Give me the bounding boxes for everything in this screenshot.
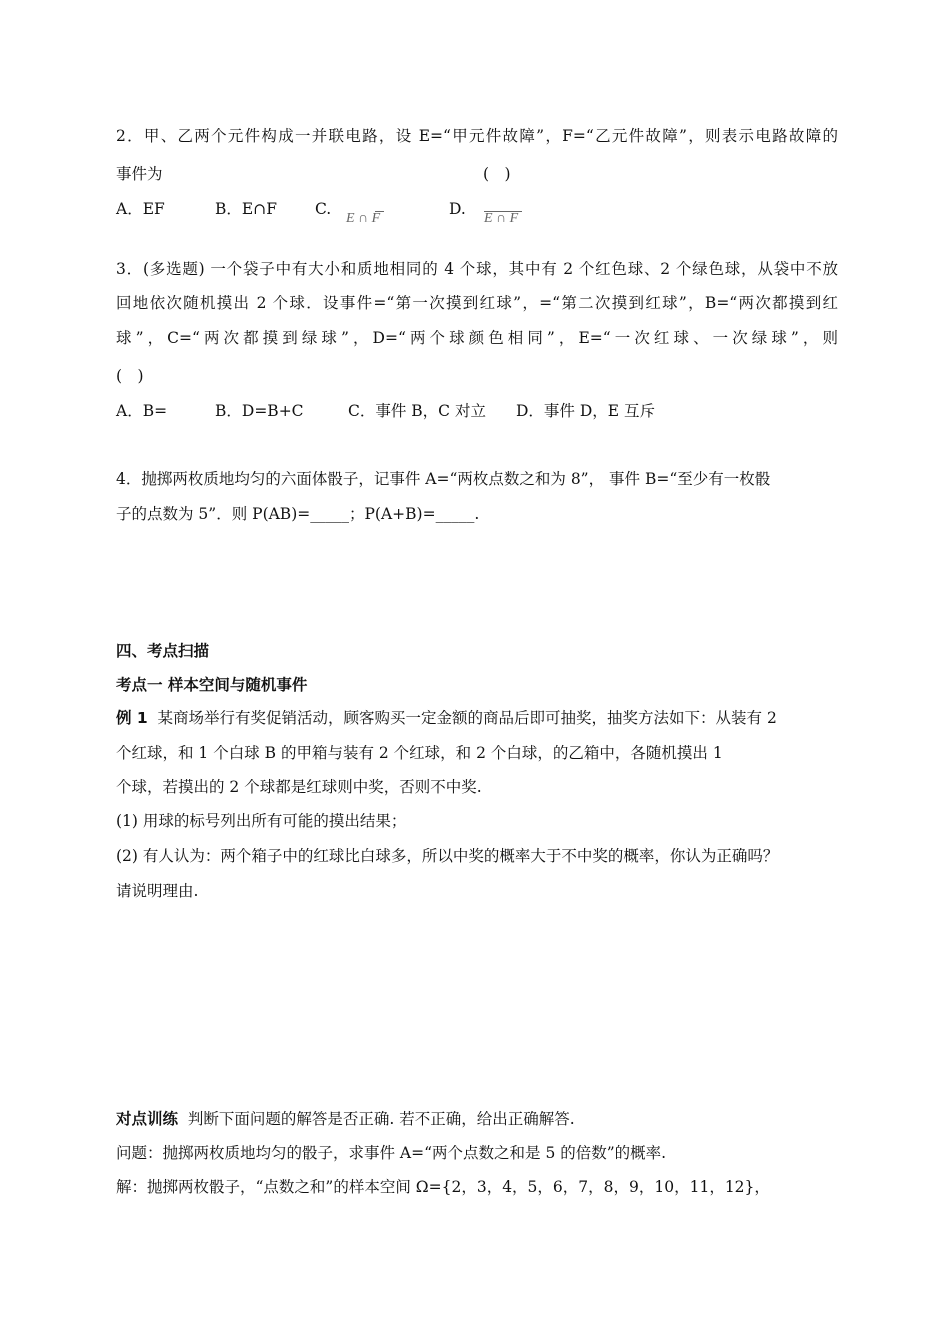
q4-line1: 4．抛掷两枚质地均匀的六面体骰子，记事件 A=“两枚点数之和为 8”， 事件 B=“至少有一枚骰 — [116, 470, 771, 488]
q2-option-d: D. — [449, 200, 466, 218]
example-line2: 个红球，和 1 个白球 B 的甲箱与装有 2 个红球，和 2 个白球，的乙箱中，各随机摸出 1 — [116, 744, 723, 762]
q3-line4: ( ) — [116, 367, 144, 385]
section-subtitle: 考点一 样本空间与随机事件 — [116, 676, 308, 694]
q2-option-c: C. — [315, 200, 332, 218]
training-line3: 解：抛掷两枚骰子，“点数之和”的样本空间 Ω={2，3，4，5，6，7，8，9，10，11，12}， — [116, 1178, 770, 1196]
example-line5: (2) 有人认为：两个箱子中的红球比白球多，所以中奖的概率大于不中奖的概率，你认为正确吗？ — [116, 847, 779, 865]
q2-line2: 事件为 — [116, 165, 163, 183]
example-line4: (1) 用球的标号列出所有可能的摸出结果； — [116, 812, 407, 830]
q2-option-c-overbar — [375, 211, 384, 212]
training-label: 对点训练 — [116, 1110, 179, 1128]
example-line6: 请说明理由. — [116, 882, 199, 900]
q2-option-c-formula: E ∩ F — [346, 211, 381, 226]
q2-option-a: A．EF — [116, 200, 165, 218]
q3-option-d: D．事件 D，E 互斥 — [516, 402, 656, 420]
q2-answer-paren: ( ) — [483, 165, 511, 183]
q3-option-b: B．D=B+C — [215, 402, 304, 420]
q3-line3: 球”，C=“两次都摸到绿球”，D=“两个球颜色相同”，E=“一次红球、一次绿球”，则 — [116, 329, 838, 347]
q2-option-b: B．E∩F — [215, 200, 277, 218]
example-line1 — [116, 708, 777, 728]
example-label: 例 1 — [116, 709, 148, 727]
training-line1-text: 判断下面问题的解答是否正确. 若不正确，给出正确解答. — [187, 1110, 575, 1128]
q2-line1: 2．甲、乙两个元件构成一并联电路，设 E=“甲元件故障”，F=“乙元件故障”，则表示电路故障的 — [116, 127, 838, 145]
q3-line1: 3．(多选题) 一个袋子中有大小和质地相同的 4 个球，其中有 2 个红色球、2 个绿色球，从袋中不放 — [116, 260, 838, 278]
training-line1 — [116, 1109, 575, 1129]
q2-option-d-formula: E ∩ F — [484, 211, 519, 226]
q4-line2: 子的点数为 5”．则 P(AB)=_____；P(A+B)=_____. — [116, 505, 480, 523]
training-line2: 问题：抛掷两枚质地均匀的骰子，求事件 A=“两个点数之和是 5 的倍数”的概率. — [116, 1144, 667, 1162]
example-line1-text: 某商场举行有奖促销活动，顾客购买一定金额的商品后即可抽奖，抽奖方法如下：从装有 2 — [157, 709, 777, 727]
q3-option-a: A．B= — [116, 402, 168, 420]
example-line3: 个球，若摸出的 2 个球都是红球则中奖，否则不中奖. — [116, 778, 482, 796]
q3-option-c: C．事件 B，C 对立 — [348, 402, 486, 420]
q3-line2: 回地依次随机摸出 2 个球．设事件=“第一次摸到红球”，=“第二次摸到红球”，B=“两次都摸到红 — [116, 294, 838, 312]
section-title: 四、考点扫描 — [116, 642, 210, 660]
